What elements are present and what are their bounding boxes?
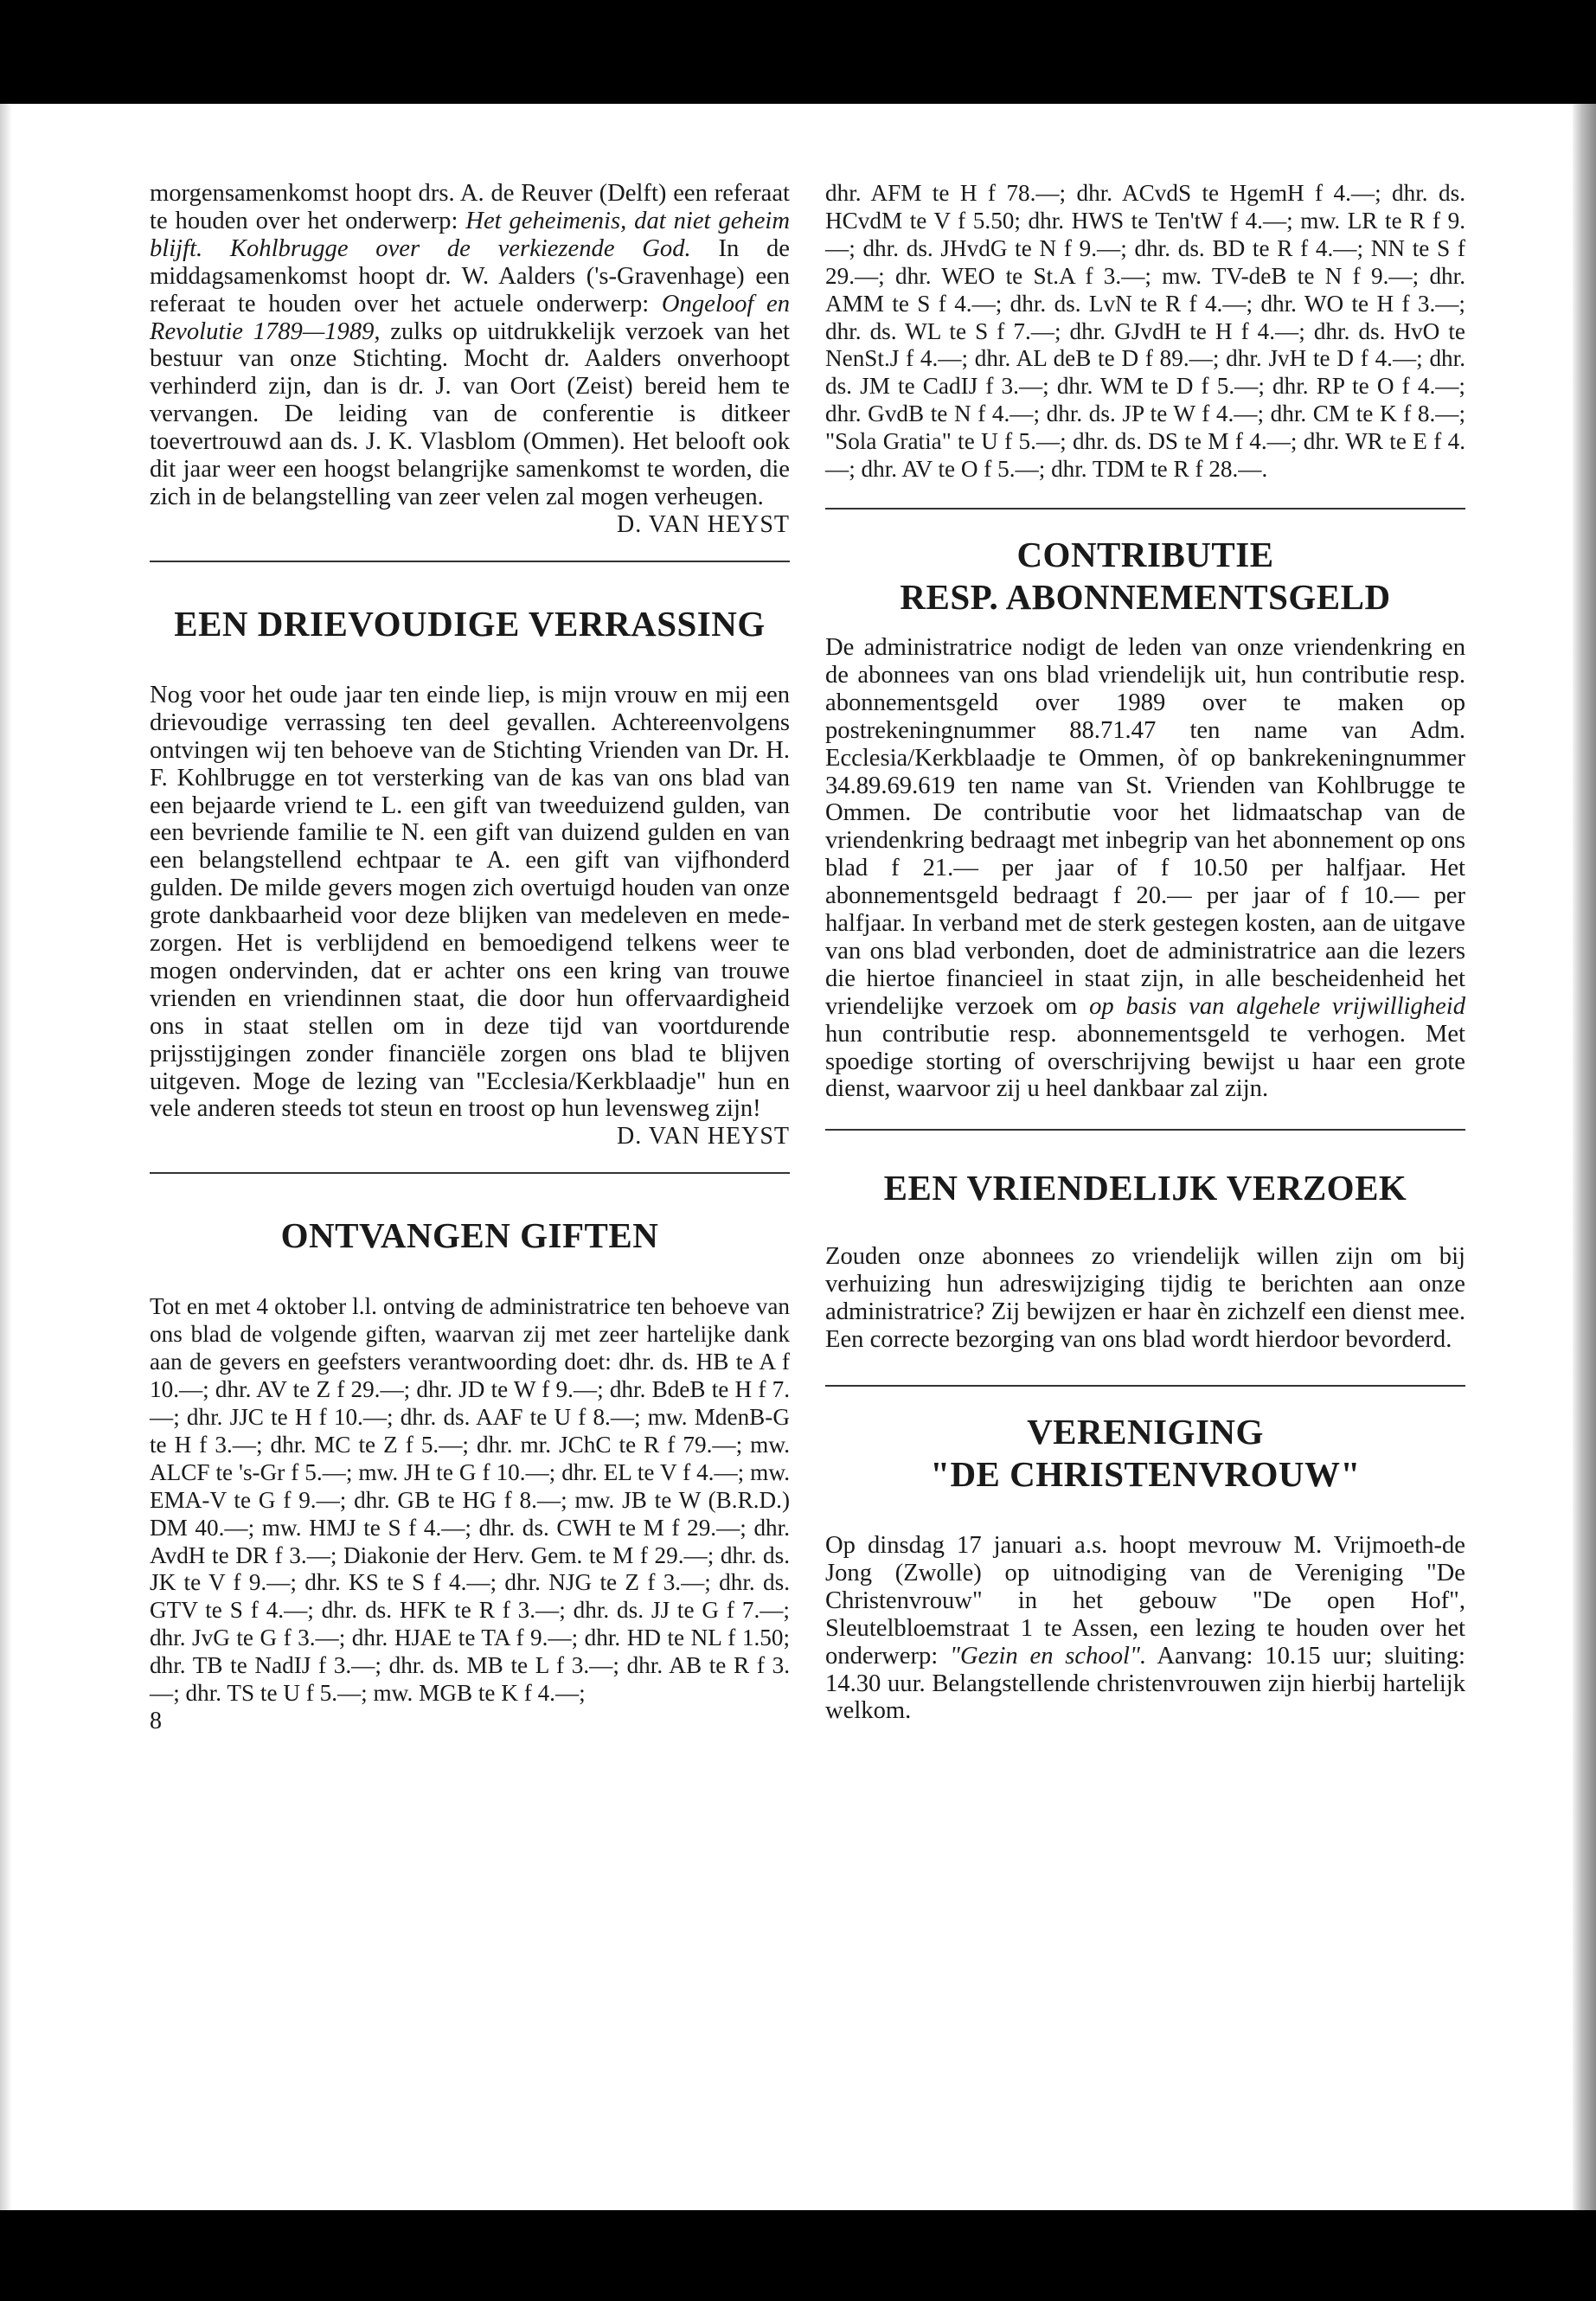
association-heading-line-2: "DE CHRISTENVROUW" bbox=[930, 1454, 1361, 1494]
intro-topic-1: Het geheimenis, dat niet geheim blijft. Kohlbrugge over de verkiezende God. bbox=[150, 207, 790, 262]
surprise-signature: D. VAN HEYST bbox=[617, 1123, 790, 1150]
association-heading bbox=[825, 1411, 1465, 1496]
association-text-2: Aanvang: 10.15 uur; sluiting: 14.30 uur. Belangstellende christenvrouwen zijn hierbij hartelijk welkom. bbox=[825, 1642, 1465, 1725]
association-text-1: Op dinsdag 17 januari a.s. hoopt mevrouw M. Vrijmoeth-de Jong (Zwolle) op uitnodiging van de Vereniging "De Christenvrouw" in het gebouw "De open Hof", Sleutelbloemstraat 1 te Assen, een lezing te houden over het onderwerp: bbox=[825, 1532, 1465, 1670]
request-heading: EEN VRIENDELIJK VERZOEK bbox=[883, 1168, 1407, 1208]
page-number: 8 bbox=[150, 1707, 162, 1734]
gifts-continued-body: dhr. AFM te H f 78.—; dhr. ACvdS te HgemH f 4.—; dhr. ds. HCvdM te V f 5.50; dhr. HWS te Ten'tW f 4.—; mw. LR te R f 9.—; dhr. ds. JHvdG te N f 9.—; dhr. ds. BD te R f 4.—; NN te S f 29.—; dhr. WEO te St.A f 3.—; mw. TV-deB te N f 9.—; dhr. AMM te S f 4.—; dhr. ds. LvN te R f 4.—; dhr. WO te H f 3.—; dhr. ds. WL te S f 7.—; dhr. GJvdH te H f 4.—; dhr. ds. HvO te NenSt.J f 4.—; dhr. AL deB te D f 89.—; dhr. JvH te D f 4.—; dhr. ds. JM te CadIJ f 3.—; dhr. WM te D f 5.—; dhr. RP te O f 4.—; dhr. GvdB te N f 4.—; dhr. ds. JP te W f 4.—; dhr. CM te K f 8.—; "Sola Gratia" te U f 5.—; dhr. ds. DS te M f 4.—; dhr. WR te E f 4.—; dhr. AV te O f 5.—; dhr. TDM te R f 28.—. bbox=[825, 180, 1465, 483]
scan-top-border bbox=[0, 0, 1596, 104]
contribution-heading-line-2: RESP. ABONNEMENTSGELD bbox=[900, 576, 1391, 617]
intro-text-2: In de middagsamenkomst hoopt dr. W. Aalders ('s-Gravenhage) een referaat te houden over het actuele onderwerp: bbox=[150, 234, 791, 317]
section-divider bbox=[825, 1129, 1465, 1131]
intro-signature: D. VAN HEYST bbox=[617, 510, 790, 538]
surprise-heading: EEN DRIEVOUDIGE VERRASSING bbox=[174, 603, 766, 644]
intro-text-3: zulks op uitdrukkelijk verzoek van het bestuur van onze Stichting. Mocht dr. Aalders onverhoopt verhinderd zijn, dan is dr. J. van Oort (Zeist) bereid hem te vervangen. De leiding van de conferentie is ditkeer toevertrouwd aan ds. J. K. Vlasblom (Ommen). Het belooft ook dit jaar weer een hoogst belangrijke samenkomst te worden, die zich in de belangstelling van zeer velen zal mogen verheugen. bbox=[150, 317, 790, 510]
contribution-heading-line-1: CONTRIBUTIE bbox=[1016, 534, 1274, 574]
section-divider bbox=[150, 561, 790, 562]
scan-right-edge bbox=[1573, 104, 1596, 2210]
scan-bottom-border bbox=[0, 2210, 1596, 2301]
contribution-emphasis: op basis van algehele vrijwilligheid bbox=[1089, 992, 1466, 1020]
association-topic: "Gezin en school". bbox=[950, 1642, 1147, 1670]
contribution-text-2: hun contributie resp. abonnementsgeld te verhogen. Met spoedige storting of overschrijving bewijst u haar een grote dienst, waarvoor zij u heel dankbaar zal zijn. bbox=[825, 1020, 1465, 1103]
request-body: Zouden onze abonnees zo vriendelijk willen zijn om bij verhuizing hun adreswijziging tijdig te berichten aan onze administratrice? Zij bewijzen er haar èn zichzelf een dienst mee. Een correcte bezorging van ons blad wordt hierdoor bevorderd. bbox=[825, 1243, 1465, 1354]
gifts-heading: ONTVANGEN GIFTEN bbox=[280, 1215, 659, 1256]
section-divider bbox=[825, 508, 1465, 510]
intro-text-1: morgensamenkomst hoopt drs. A. de Reuver (Delft) een referaat te houden over het onderwerp: bbox=[150, 180, 790, 234]
contribution-heading bbox=[825, 534, 1465, 619]
association-body bbox=[825, 1532, 1465, 1725]
conference-paragraph bbox=[150, 180, 790, 511]
surprise-body: Nog voor het oude jaar ten einde liep, is mijn vrouw en mij een drievoudige verrassing ten deel gevallen. Achtereenvolgens ontvingen wij ten behoeve van de Stichting Vrienden van Dr. H. F. Kohlbrugge en tot versterking van de kas van ons blad van een bejaarde vriend te L. een gift van tweeduizend gulden, van een bevriende familie te N. een gift van duizend gulden en van een belangstellend echtpaar te A. een gift van vijfhonderd gulden. De milde gevers mogen zich overtuigd houden van onze grote dankbaarheid voor deze blijken van medeleven en mede-zorgen. Het is verblijdend en bemoedigend telkens weer te mogen ondervinden, dat er achter ons een kring van trouwe vrienden en vriendinnen staat, die door hun offervaardigheid ons in staat stellen om in deze tijd van voortdurende prijsstijgingen zonder financiële zorgen ons blad te blijven uitgeven. Moge de lezing van "Ecclesia/Kerkblaadje" hun en vele anderen steeds tot steun en troost op hun levensweg zijn! bbox=[150, 681, 790, 1123]
left-column bbox=[150, 180, 790, 1735]
scan-left-edge bbox=[0, 104, 12, 2210]
intro-topic-2: Ongeloof en Revolutie 1789—1989, bbox=[150, 290, 790, 345]
contribution-text-1: De administratrice nodigt de leden van onze vriendenkring en de abonnees van ons blad vriendelijk uit, hun contributie resp. abonnementsgeld over 1989 over te maken op postrekeningnummer 88.71.47 ten name van Adm. Ecclesia/Kerkblaadje te Ommen, òf op bankrekeningnummer 34.89.69.619 ten name van St. Vrienden van Kohlbrugge te Ommen. De contributie voor het lidmaatschap van de vriendenkring bedraagt met inbegrip van het abonnement op ons blad f 21.— per jaar of f 10.50 per halfjaar. Het abonnementsgeld bedraagt f 20.— per jaar of f 10.— per halfjaar. In verband met de sterk gestegen kosten, aan de uitgave van ons blad verbonden, doet de administratrice aan die lezers die hiertoe financieel in staat zijn, in alle bescheidenheid het vriendelijke verzoek om bbox=[825, 633, 1465, 1020]
gifts-body: Tot en met 4 oktober l.l. ontving de administratrice ten behoeve van ons blad de volgende giften, waarvan zij met zeer hartelijke dank aan de gevers en geefsters verantwoording doet: dhr. ds. HB te A f 10.—; dhr. AV te Z f 29.—; dhr. JD te W f 9.—; dhr. BdeB te H f 7.—; dhr. JJC te H f 10.—; dhr. ds. AAF te U f 8.—; mw. MdenB-G te H f 3.—; dhr. MC te Z f 5.—; dhr. mr. JChC te R f 79.—; mw. ALCF te 's-Gr f 5.—; mw. JH te G f 10.—; dhr. EL te V f 4.—; mw. EMA-V te G f 9.—; dhr. GB te HG f 8.—; mw. JB te W (B.R.D.) DM 40.—; mw. HMJ te S f 4.—; dhr. ds. CWH te M f 29.—; dhr. AvdH te DR f 3.—; Diakonie der Herv. Gem. te M f 29.—; dhr. ds. JK te V f 9.—; dhr. KS te S f 4.—; dhr. NJG te Z f 3.—; dhr. ds. GTV te S f 4.—; dhr. ds. HFK te R f 3.—; dhr. ds. JJ te G f 7.—; dhr. JvG te G f 3.—; dhr. HJAE te TA f 9.—; dhr. HD te NL f 1.50; dhr. TB te NadIJ f 3.—; dhr. ds. MB te L f 3.—; dhr. AB te R f 3.—; dhr. TS te U f 5.—; mw. MGB te K f 4.—; bbox=[150, 1293, 790, 1707]
right-column bbox=[825, 180, 1465, 1725]
section-divider bbox=[150, 1172, 790, 1174]
section-divider bbox=[825, 1385, 1465, 1387]
contribution-body bbox=[825, 634, 1465, 1103]
association-heading-line-1: VERENIGING bbox=[1027, 1412, 1264, 1452]
